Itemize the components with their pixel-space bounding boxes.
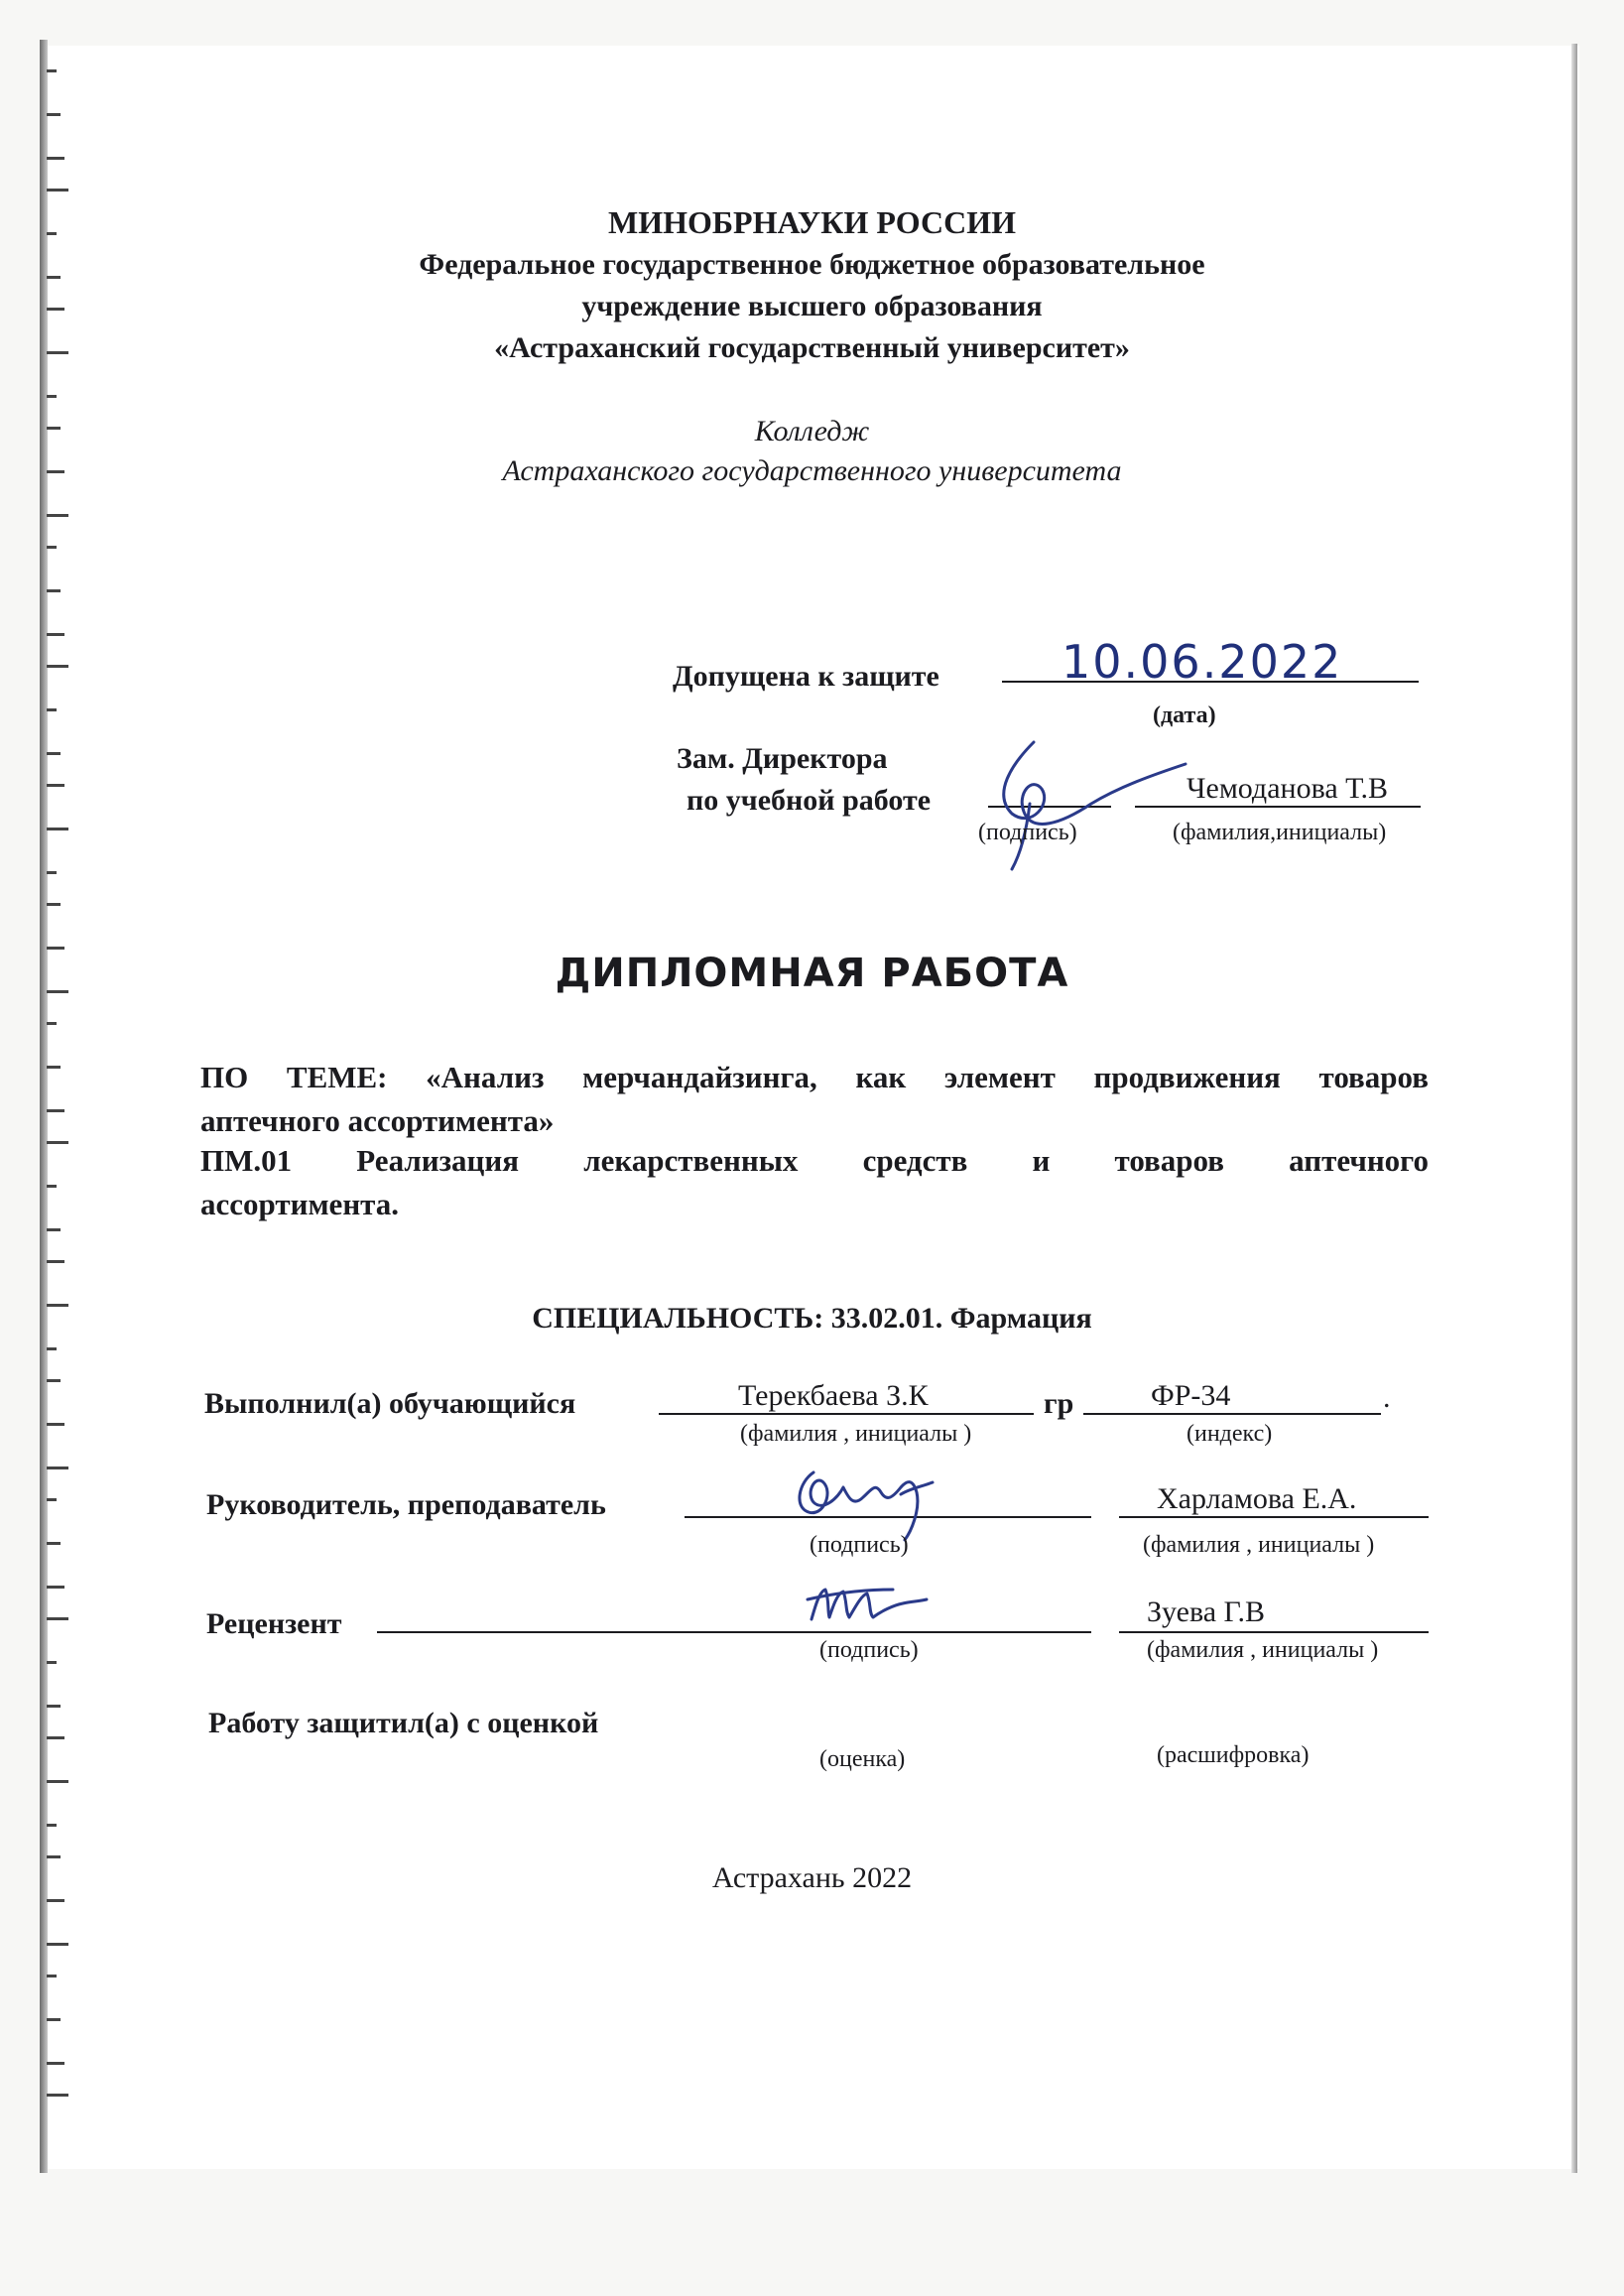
binding-mark	[47, 395, 57, 398]
binding-mark	[47, 633, 64, 636]
binding-mark	[47, 1141, 68, 1144]
binding-mark	[47, 1975, 57, 1977]
binding-mark	[47, 1498, 57, 1501]
binding-holes	[47, 69, 76, 2153]
binding-mark	[47, 784, 64, 787]
specialty: СПЕЦИАЛЬНОСТЬ: 33.02.01. Фармация	[532, 1302, 1092, 1335]
binding-mark	[47, 947, 64, 950]
student-label: Выполнил(а) обучающийся	[204, 1387, 576, 1420]
binding-mark	[47, 1423, 64, 1426]
binding-mark	[47, 69, 57, 72]
institution-line-2: учреждение высшего образования	[581, 290, 1043, 322]
student-name: Терекбаева З.К	[738, 1379, 929, 1412]
reviewer-label: Рецензент	[206, 1607, 342, 1640]
supervisor-signature-caption: (подпись)	[810, 1532, 909, 1558]
student-name-caption: (фамилия , инициалы )	[740, 1421, 972, 1447]
theme-line-4: ассортимента.	[200, 1187, 400, 1221]
binding-mark	[47, 1542, 61, 1545]
binding-mark	[47, 1780, 68, 1783]
group-period: .	[1383, 1381, 1391, 1414]
supervisor-name-caption: (фамилия , инициалы )	[1143, 1532, 1375, 1558]
supervisor-signature	[784, 1453, 952, 1542]
admitted-label: Допущена к защите	[673, 660, 939, 693]
deputy-signature-caption: (подпись)	[978, 820, 1077, 845]
reviewer-name: Зуева Г.В	[1147, 1595, 1266, 1628]
footer-city-year: Астрахань 2022	[711, 1861, 913, 1894]
binding-mark	[47, 514, 68, 517]
supervisor-name-line	[1119, 1516, 1429, 1518]
deputy-signature	[972, 734, 1200, 873]
binding-mark	[47, 1705, 61, 1708]
reviewer-name-line	[1119, 1631, 1429, 1633]
student-group: ФР-34	[1151, 1379, 1231, 1412]
theme-line-2: аптечного ассортимента»	[200, 1103, 555, 1138]
theme-line-1: ПО ТЕМЕ: «Анализ мерчандайзинга, как элемент продвижения товаров	[200, 1060, 1429, 1094]
group-line	[1083, 1413, 1381, 1415]
binding-mark	[47, 903, 61, 906]
institution-line-1: Федеральное государственное бюджетное образовательное	[419, 248, 1205, 281]
grade-caption: (оценка)	[819, 1746, 906, 1772]
college-line-1: Колледж	[754, 415, 870, 447]
grade-label: Работу защитил(а) с оценкой	[208, 1707, 599, 1739]
student-name-line	[659, 1413, 1034, 1415]
group-label: гр	[1044, 1387, 1074, 1420]
binding-mark	[47, 1260, 64, 1263]
binding-mark	[47, 1022, 57, 1025]
binding-mark	[47, 1661, 57, 1664]
binding-mark	[47, 1586, 64, 1589]
admitted-date: 10.06.2022	[1062, 635, 1343, 689]
binding-mark	[47, 1228, 61, 1231]
binding-mark	[47, 2062, 64, 2065]
binding-mark	[47, 1379, 61, 1382]
document-title: ДИПЛОМНАЯ РАБОТА	[555, 951, 1069, 996]
binding-mark	[47, 546, 57, 549]
group-index-caption: (индекс)	[1187, 1421, 1273, 1447]
date-caption: (дата)	[1153, 702, 1216, 728]
binding-mark	[47, 2094, 68, 2097]
supervisor-label: Руководитель, преподаватель	[206, 1488, 606, 1521]
binding-mark	[47, 828, 68, 830]
binding-mark	[47, 1855, 61, 1858]
supervisor-name: Харламова Е.А.	[1157, 1482, 1357, 1515]
binding-mark	[47, 708, 57, 711]
binding-mark	[47, 157, 64, 160]
binding-mark	[47, 2018, 61, 2021]
ministry-heading: МИНОБРНАУКИ РОССИИ	[608, 204, 1016, 240]
binding-mark	[47, 189, 68, 191]
binding-mark	[47, 1736, 64, 1739]
theme-line-3: ПМ.01 Реализация лекарственных средств и товаров аптечного	[200, 1143, 1429, 1178]
binding-mark	[47, 113, 61, 116]
binding-mark	[47, 665, 68, 668]
binding-mark	[47, 1824, 57, 1827]
grade-decode-caption: (расшифровка)	[1157, 1742, 1310, 1768]
reviewer-name-caption: (фамилия , инициалы )	[1147, 1637, 1379, 1663]
reviewer-signature	[804, 1578, 933, 1637]
deputy-label-line-1: Зам. Директора	[677, 742, 888, 775]
binding-mark	[47, 752, 61, 755]
binding-mark	[47, 1109, 64, 1112]
deputy-name-line	[1135, 806, 1421, 808]
binding-mark	[47, 1617, 68, 1620]
binding-mark	[47, 1185, 57, 1188]
binding-mark	[47, 1943, 68, 1946]
university-name: «Астраханский государственный университет»	[494, 331, 1130, 364]
reviewer-signature-line	[377, 1631, 1091, 1633]
deputy-name: Чемоданова Т.В	[1187, 772, 1388, 805]
deputy-label-line-2: по учебной работе	[687, 784, 932, 817]
binding-mark	[47, 1467, 68, 1469]
college-line-2: Астраханского государственного университета	[502, 454, 1122, 487]
reviewer-signature-caption: (подпись)	[819, 1637, 919, 1663]
binding-mark	[47, 1347, 57, 1350]
binding-mark	[47, 871, 57, 874]
binding-mark	[47, 1899, 64, 1902]
binding-mark	[47, 589, 61, 592]
binding-mark	[47, 1066, 61, 1069]
deputy-name-caption: (фамилия,инициалы)	[1173, 820, 1387, 845]
